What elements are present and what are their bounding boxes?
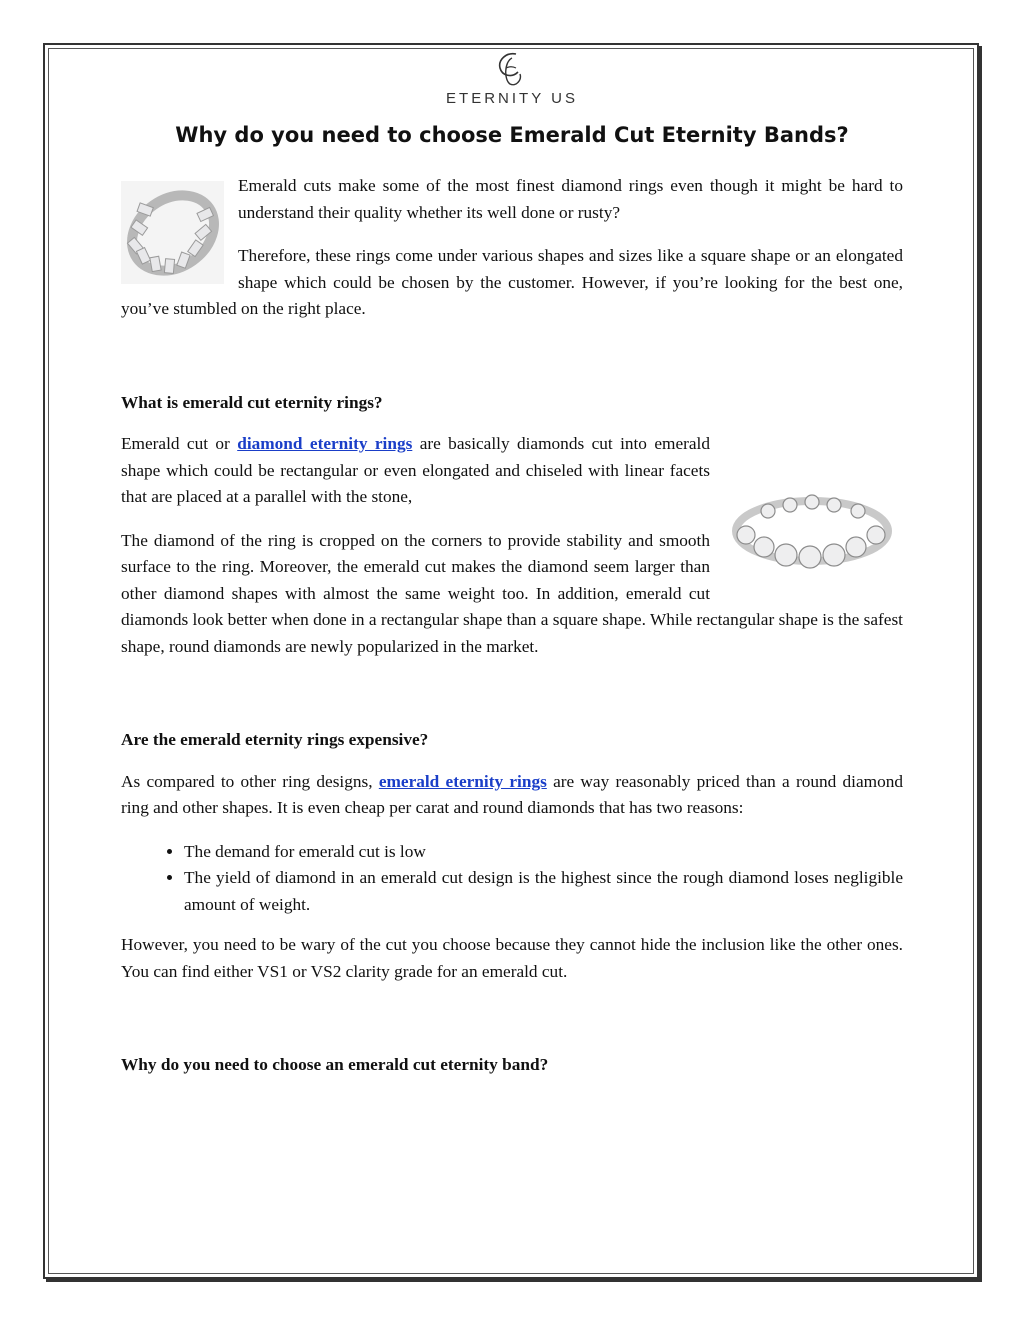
emerald-eternity-rings-link[interactable]: emerald eternity rings <box>378 771 547 791</box>
diamond-eternity-rings-link[interactable]: diamond eternity rings <box>237 434 413 453</box>
logo-text: ETERNITY US <box>446 90 578 107</box>
list-item: • The yield of diamond in an emerald cut design is the highest since the rough diamond loses negligible amount of weight. <box>184 865 903 918</box>
article-body <box>121 173 903 1094</box>
brand-logo <box>0 50 1024 107</box>
section-heading-expensive: Are the emerald eternity rings expensive? <box>121 730 429 749</box>
section1-paragraph-1: Emerald cut or diamond eternity rings are basically diamonds cut into emerald shape which could be rectangular or even elongated and chiseled with linear facets that are placed at a parallel with the stone, <box>121 434 710 506</box>
emerald-cut-ring-image <box>121 181 224 284</box>
logo-monogram-icon <box>492 50 532 88</box>
round-diamond-ring-image <box>730 489 895 579</box>
section1-paragraph-2: The diamond of the ring is cropped on the corners to provide stability and smooth surface to the ring. Moreover, the emerald cut makes the diamond seem larger than other diamond shapes with almost the same weight too. In addition, emerald cut diamonds look better when done in a rectangular shape than a square shape. While rectangular shape is the safest shape, round diamonds are newly popularized in the market. <box>121 530 903 656</box>
intro-paragraph-1: Emerald cuts make some of the most finest diamond rings even though it might be hard to understand their quality whether its well done or rusty? <box>238 176 903 222</box>
page-title: Why do you need to choose Emerald Cut Eternity Bands? <box>175 123 849 147</box>
section-heading-why-choose: Why do you need to choose an emerald cut eternity band? <box>121 1055 549 1074</box>
section-heading-what-is: What is emerald cut eternity rings? <box>121 392 383 412</box>
intro-paragraph-2: Therefore, these rings come under various shapes and sizes like a square shape or an elongated shape which could be chosen by the customer. However, if you’re looking for the best one, you’ve stumbled on the right place. <box>121 246 903 318</box>
reasons-list <box>121 839 903 919</box>
section2-paragraph-1: As compared to other ring designs, emerald eternity rings are way reasonably priced than a round diamond ring and other shapes. It is even cheap per carat and round diamonds that has two reasons: <box>121 771 904 817</box>
section2-paragraph-2: However, you need to be wary of the cut you choose because they cannot hide the inclusion like the other ones. You can find either VS1 or VS2 clarity grade for an emerald cut. <box>121 935 903 981</box>
list-item: • The demand for emerald cut is low <box>184 839 903 866</box>
